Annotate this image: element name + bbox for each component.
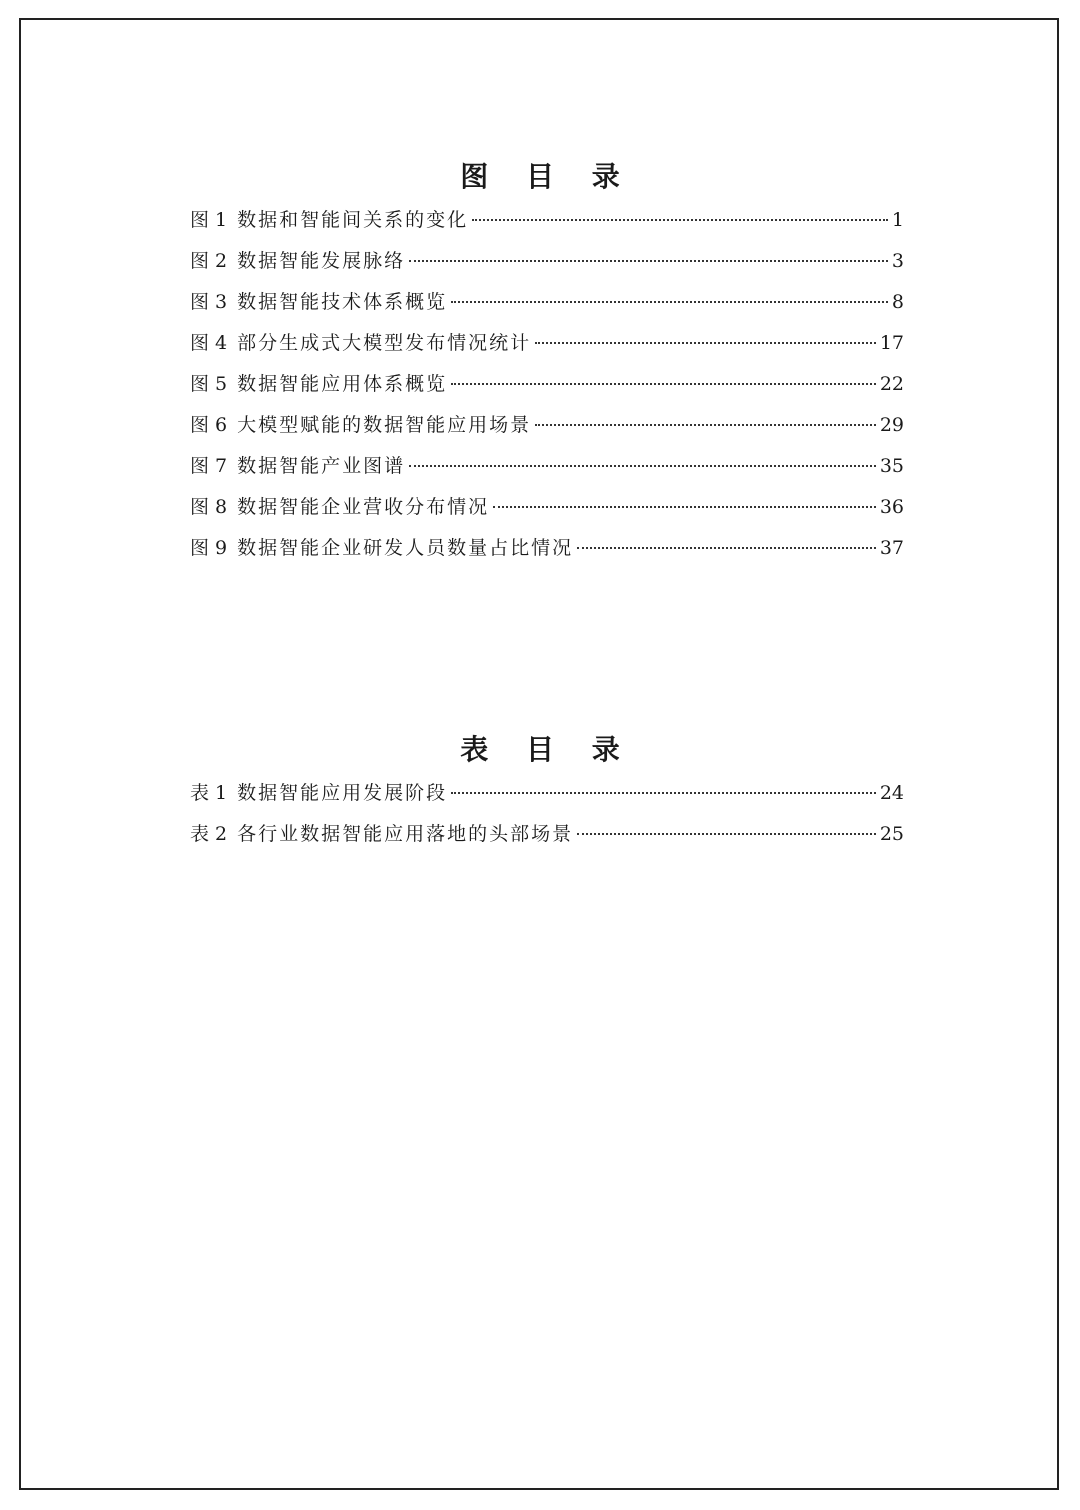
toc-entry-label: 各行业数据智能应用落地的头部场景 (237, 823, 574, 845)
tables-toc-list (190, 773, 904, 855)
toc-entry-page-number: 29 (879, 414, 904, 436)
toc-entry-page-number: 25 (879, 823, 904, 845)
toc-entry-page-number: 37 (879, 537, 904, 559)
toc-entry-label: 数据智能技术体系概览 (237, 291, 448, 313)
toc-entry-page-number: 24 (879, 782, 904, 804)
toc-entry-table-2[interactable] (190, 814, 904, 855)
toc-entry-prefix: 图 1 (190, 209, 228, 231)
toc-entry-figure-7[interactable] (190, 446, 904, 487)
dot-leader (577, 833, 876, 835)
toc-entry-label: 数据智能企业研发人员数量占比情况 (237, 537, 574, 559)
toc-entry-figure-4[interactable] (190, 323, 904, 364)
toc-entry-page-number: 1 (891, 209, 904, 231)
dot-leader (451, 301, 888, 303)
toc-entry-label: 数据智能应用体系概览 (237, 373, 448, 395)
toc-entry-prefix: 图 9 (190, 537, 228, 559)
toc-entry-prefix: 图 2 (190, 250, 228, 272)
toc-entry-prefix: 图 8 (190, 496, 228, 518)
toc-entry-figure-3[interactable] (190, 282, 904, 323)
dot-leader (493, 506, 876, 508)
figures-toc-list (190, 200, 904, 569)
toc-entry-page-number: 22 (879, 373, 904, 395)
toc-entry-figure-2[interactable] (190, 241, 904, 282)
dot-leader (472, 219, 888, 221)
toc-entry-page-number: 36 (879, 496, 904, 518)
dot-leader (577, 547, 876, 549)
toc-entry-label: 数据和智能间关系的变化 (237, 209, 469, 231)
toc-entry-prefix: 图 4 (190, 332, 228, 354)
toc-entry-figure-9[interactable] (190, 528, 904, 569)
toc-entry-label: 数据智能企业营收分布情况 (237, 496, 490, 518)
dot-leader (451, 792, 876, 794)
toc-entry-prefix: 图 6 (190, 414, 228, 436)
toc-entry-label: 数据智能发展脉络 (237, 250, 406, 272)
toc-entry-prefix: 图 3 (190, 291, 228, 313)
toc-entry-figure-6[interactable] (190, 405, 904, 446)
dot-leader (451, 383, 876, 385)
dot-leader (409, 260, 888, 262)
toc-entry-figure-5[interactable] (190, 364, 904, 405)
toc-entry-page-number: 17 (879, 332, 904, 354)
toc-entry-figure-1[interactable] (190, 200, 904, 241)
dot-leader (535, 342, 876, 344)
toc-entry-prefix: 表 2 (190, 823, 228, 845)
toc-entry-table-1[interactable] (190, 773, 904, 814)
toc-entry-label: 大模型赋能的数据智能应用场景 (237, 414, 532, 436)
toc-entry-figure-8[interactable] (190, 487, 904, 528)
toc-entry-page-number: 8 (891, 291, 904, 313)
toc-entry-prefix: 图 7 (190, 455, 228, 477)
toc-entry-page-number: 3 (891, 250, 904, 272)
dot-leader (409, 465, 876, 467)
tables-toc-title: 表 目 录 (460, 733, 634, 766)
toc-entry-label: 数据智能产业图谱 (237, 455, 406, 477)
toc-entry-label: 部分生成式大模型发布情况统计 (237, 332, 532, 354)
toc-entry-label: 数据智能应用发展阶段 (237, 782, 448, 804)
toc-entry-prefix: 表 1 (190, 782, 228, 804)
figures-toc-title: 图 目 录 (460, 160, 634, 193)
toc-entry-page-number: 35 (879, 455, 904, 477)
toc-entry-prefix: 图 5 (190, 373, 228, 395)
dot-leader (535, 424, 876, 426)
